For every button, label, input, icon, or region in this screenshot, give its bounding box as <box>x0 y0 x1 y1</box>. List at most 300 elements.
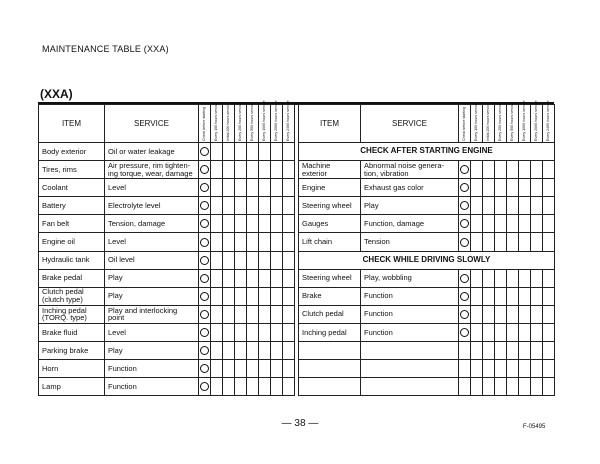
interval-header <box>519 99 531 143</box>
interval-cell <box>247 251 259 269</box>
interval-header-label: Every 2400 hours service <box>545 99 550 141</box>
interval-cell <box>483 378 495 396</box>
interval-cell <box>531 323 543 341</box>
interval-cell <box>235 143 247 161</box>
service-cell: Function <box>105 360 199 378</box>
check-circle-icon <box>200 256 209 265</box>
interval-header-label: Every 200 hours service <box>237 101 242 141</box>
interval-cell <box>199 269 211 287</box>
interval-cell <box>199 378 211 396</box>
service-cell: Play, wobbling <box>361 269 459 287</box>
item-cell: Clutch pedal (clutch type) <box>39 287 105 305</box>
interval-cell <box>223 287 235 305</box>
table-row <box>299 305 555 323</box>
interval-header-label: Every 100 hours service <box>213 101 218 141</box>
table-row <box>299 323 555 341</box>
interval-cell <box>495 233 507 251</box>
interval-cell <box>459 305 471 323</box>
interval-cell <box>507 215 519 233</box>
interval-cell <box>459 215 471 233</box>
interval-cell <box>507 233 519 251</box>
interval-cell <box>259 233 271 251</box>
check-circle-icon <box>460 219 469 228</box>
table-row <box>299 197 555 215</box>
interval-cell <box>483 360 495 378</box>
interval-cell <box>471 233 483 251</box>
interval-header <box>471 101 483 143</box>
page-number: — 38 — <box>281 418 319 429</box>
interval-cell <box>459 197 471 215</box>
interval-cell <box>271 179 283 197</box>
interval-cell <box>271 378 283 396</box>
interval-cell <box>283 360 295 378</box>
interval-cell <box>235 179 247 197</box>
interval-cell <box>495 287 507 305</box>
interval-cell <box>459 360 471 378</box>
interval-cell <box>223 179 235 197</box>
interval-cell <box>271 215 283 233</box>
interval-cell <box>543 342 555 360</box>
interval-header <box>543 99 555 143</box>
interval-cell <box>507 269 519 287</box>
interval-cell <box>259 197 271 215</box>
interval-cell <box>223 143 235 161</box>
section-row <box>299 143 555 161</box>
table-row <box>39 215 295 233</box>
interval-cell <box>259 378 271 396</box>
interval-header <box>507 101 519 143</box>
service-cell: Air pressure, rim tighten-ing torque, wear, damage <box>105 161 199 179</box>
item-cell: Parking brake <box>39 342 105 360</box>
document-code: F-05495 <box>523 424 546 430</box>
service-cell: Function <box>105 378 199 396</box>
service-cell: Play <box>105 269 199 287</box>
interval-cell <box>259 360 271 378</box>
interval-cell <box>247 179 259 197</box>
interval-header <box>247 101 259 143</box>
interval-cell <box>531 305 543 323</box>
interval-cell <box>531 161 543 179</box>
check-circle-icon <box>460 238 469 247</box>
table-row <box>39 233 295 251</box>
interval-cell <box>223 360 235 378</box>
interval-cell <box>259 251 271 269</box>
interval-cell <box>531 360 543 378</box>
interval-cell <box>271 143 283 161</box>
interval-cell <box>199 161 211 179</box>
service-cell: Function, damage <box>361 215 459 233</box>
table-row <box>39 378 295 396</box>
check-circle-icon <box>200 201 209 210</box>
interval-cell <box>235 197 247 215</box>
interval-cell <box>283 197 295 215</box>
interval-cell <box>199 305 211 323</box>
interval-cell <box>211 342 223 360</box>
item-cell <box>299 378 361 396</box>
interval-cell <box>531 179 543 197</box>
interval-cell <box>483 179 495 197</box>
interval-cell <box>495 342 507 360</box>
interval-cell <box>235 269 247 287</box>
interval-cell <box>483 287 495 305</box>
interval-cell <box>531 342 543 360</box>
item-cell: Lamp <box>39 378 105 396</box>
interval-cell <box>543 287 555 305</box>
interval-cell <box>471 305 483 323</box>
check-circle-icon <box>460 292 469 301</box>
interval-header <box>531 99 543 143</box>
interval-cell <box>283 161 295 179</box>
interval-cell <box>507 161 519 179</box>
interval-cell <box>519 305 531 323</box>
interval-header-label: Every 200 hours service <box>497 101 502 141</box>
interval-cell <box>235 305 247 323</box>
interval-header <box>259 99 271 143</box>
service-cell: Abnormal noise genera-tion, vibration <box>361 161 459 179</box>
item-cell: Tires, rims <box>39 161 105 179</box>
interval-cell <box>495 161 507 179</box>
interval-cell <box>507 197 519 215</box>
interval-cell <box>471 378 483 396</box>
interval-cell <box>259 305 271 323</box>
interval-cell <box>531 197 543 215</box>
service-cell <box>361 342 459 360</box>
interval-cell <box>471 215 483 233</box>
check-circle-icon <box>460 274 469 283</box>
interval-cell <box>531 378 543 396</box>
interval-cell <box>507 360 519 378</box>
check-circle-icon <box>460 328 469 337</box>
table-row <box>299 378 555 396</box>
check-circle-icon <box>200 219 209 228</box>
service-cell: Function <box>361 323 459 341</box>
table-row <box>39 287 295 305</box>
service-cell: Play and interlocking point <box>105 305 199 323</box>
interval-cell <box>483 342 495 360</box>
table-row <box>39 179 295 197</box>
interval-cell <box>543 305 555 323</box>
interval-cell <box>271 360 283 378</box>
interval-cell <box>495 179 507 197</box>
check-circle-icon <box>200 147 209 156</box>
interval-cell <box>235 342 247 360</box>
interval-cell <box>507 287 519 305</box>
item-cell: Clutch pedal <box>299 305 361 323</box>
check-circle-icon <box>200 183 209 192</box>
interval-cell <box>223 323 235 341</box>
interval-cell <box>283 269 295 287</box>
service-cell: Oil level <box>105 251 199 269</box>
interval-cell <box>211 305 223 323</box>
interval-header-label: Every 500 hours service <box>509 101 514 141</box>
interval-cell <box>459 287 471 305</box>
interval-cell <box>211 161 223 179</box>
interval-cell <box>271 269 283 287</box>
table-row <box>39 161 295 179</box>
interval-cell <box>507 342 519 360</box>
maintenance-table-left <box>38 99 295 396</box>
interval-cell <box>271 287 283 305</box>
interval-cell <box>247 215 259 233</box>
item-cell: Hydraulic tank <box>39 251 105 269</box>
interval-cell <box>519 215 531 233</box>
interval-cell <box>531 215 543 233</box>
interval-cell <box>283 233 295 251</box>
check-circle-icon <box>460 183 469 192</box>
interval-cell <box>211 233 223 251</box>
table-row <box>39 269 295 287</box>
interval-cell <box>235 378 247 396</box>
table-row <box>299 287 555 305</box>
interval-cell <box>495 269 507 287</box>
service-cell <box>361 360 459 378</box>
check-circle-icon <box>200 346 209 355</box>
section-row <box>299 251 555 269</box>
interval-cell <box>271 251 283 269</box>
item-cell: Machine exterior <box>299 161 361 179</box>
interval-cell <box>519 197 531 215</box>
interval-cell <box>531 269 543 287</box>
interval-cell <box>519 179 531 197</box>
interval-cell <box>199 197 211 215</box>
interval-header <box>271 99 283 143</box>
item-cell: Coolant <box>39 179 105 197</box>
interval-cell <box>519 360 531 378</box>
interval-header-label: Initial 200 hours service <box>225 102 230 141</box>
interval-cell <box>519 323 531 341</box>
check-circle-icon <box>200 238 209 247</box>
interval-cell <box>283 287 295 305</box>
interval-cell <box>247 269 259 287</box>
interval-cell <box>211 251 223 269</box>
interval-cell <box>459 378 471 396</box>
item-cell: Fan belt <box>39 215 105 233</box>
interval-header-label: Every 1000 hours service <box>261 99 266 141</box>
interval-cell <box>223 215 235 233</box>
service-cell: Oil or water leakage <box>105 143 199 161</box>
interval-cell <box>247 360 259 378</box>
interval-cell <box>483 161 495 179</box>
item-cell <box>299 360 361 378</box>
interval-cell <box>283 378 295 396</box>
interval-cell <box>471 342 483 360</box>
service-header: SERVICE <box>361 105 459 143</box>
interval-cell <box>483 323 495 341</box>
interval-cell <box>283 215 295 233</box>
interval-cell <box>459 161 471 179</box>
interval-cell <box>223 251 235 269</box>
item-cell: Engine oil <box>39 233 105 251</box>
interval-cell <box>495 378 507 396</box>
interval-cell <box>283 143 295 161</box>
interval-cell <box>235 323 247 341</box>
interval-cell <box>247 161 259 179</box>
check-circle-icon <box>200 292 209 301</box>
interval-cell <box>495 215 507 233</box>
interval-cell <box>519 287 531 305</box>
interval-cell <box>459 233 471 251</box>
page-heading: MAINTENANCE TABLE (XXA) <box>42 44 169 54</box>
service-cell: Exhaust gas color <box>361 179 459 197</box>
interval-header-label: Check before starting <box>201 106 206 141</box>
interval-cell <box>259 215 271 233</box>
interval-cell <box>543 233 555 251</box>
item-cell: Gauges <box>299 215 361 233</box>
check-circle-icon <box>200 328 209 337</box>
interval-cell <box>235 287 247 305</box>
interval-header <box>211 101 223 143</box>
interval-cell <box>483 305 495 323</box>
interval-cell <box>483 197 495 215</box>
check-circle-icon <box>200 165 209 174</box>
item-cell: Lift chain <box>299 233 361 251</box>
item-header: ITEM <box>39 105 105 143</box>
interval-cell <box>211 215 223 233</box>
interval-cell <box>259 287 271 305</box>
item-cell: Body exterior <box>39 143 105 161</box>
item-cell: Battery <box>39 197 105 215</box>
interval-cell <box>495 360 507 378</box>
check-circle-icon <box>200 382 209 391</box>
table-row <box>39 305 295 323</box>
interval-cell <box>259 143 271 161</box>
interval-header-label: Initial 200 hours service <box>485 102 490 141</box>
interval-cell <box>211 269 223 287</box>
interval-cell <box>283 342 295 360</box>
interval-cell <box>211 197 223 215</box>
service-cell: Level <box>105 323 199 341</box>
interval-cell <box>471 179 483 197</box>
interval-cell <box>211 143 223 161</box>
interval-cell <box>531 233 543 251</box>
interval-cell <box>283 251 295 269</box>
interval-cell <box>543 215 555 233</box>
interval-cell <box>199 143 211 161</box>
table-row <box>39 251 295 269</box>
interval-cell <box>211 323 223 341</box>
item-cell: Steering wheel <box>299 269 361 287</box>
service-cell: Level <box>105 179 199 197</box>
interval-cell <box>211 360 223 378</box>
interval-cell <box>199 179 211 197</box>
interval-cell <box>247 323 259 341</box>
interval-cell <box>507 323 519 341</box>
interval-cell <box>271 305 283 323</box>
interval-cell <box>471 269 483 287</box>
interval-cell <box>471 197 483 215</box>
interval-cell <box>495 323 507 341</box>
table-row <box>299 360 555 378</box>
table-row <box>299 179 555 197</box>
interval-cell <box>495 305 507 323</box>
interval-cell <box>247 342 259 360</box>
interval-cell <box>223 269 235 287</box>
service-cell: Tension <box>361 233 459 251</box>
interval-cell <box>235 251 247 269</box>
interval-cell <box>235 215 247 233</box>
interval-cell <box>235 161 247 179</box>
table-row <box>39 197 295 215</box>
table-row <box>39 323 295 341</box>
interval-cell <box>223 378 235 396</box>
section-heading: CHECK AFTER STARTING ENGINE <box>299 143 555 161</box>
interval-cell <box>459 342 471 360</box>
interval-cell <box>483 215 495 233</box>
interval-header-label: Every 100 hours service <box>473 101 478 141</box>
interval-cell <box>543 197 555 215</box>
check-circle-icon <box>200 310 209 319</box>
interval-cell <box>543 161 555 179</box>
check-circle-icon <box>460 310 469 319</box>
interval-cell <box>199 360 211 378</box>
service-cell: Level <box>105 233 199 251</box>
item-cell: Steering wheel <box>299 197 361 215</box>
service-cell: Electrolyte level <box>105 197 199 215</box>
interval-cell <box>507 179 519 197</box>
interval-cell <box>459 179 471 197</box>
service-cell: Play <box>105 342 199 360</box>
interval-cell <box>259 179 271 197</box>
interval-cell <box>543 323 555 341</box>
check-circle-icon <box>200 364 209 373</box>
service-cell: Play <box>361 197 459 215</box>
interval-cell <box>531 287 543 305</box>
interval-cell <box>519 233 531 251</box>
interval-cell <box>471 323 483 341</box>
interval-header <box>495 101 507 143</box>
interval-cell <box>211 179 223 197</box>
interval-cell <box>495 197 507 215</box>
interval-cell <box>247 197 259 215</box>
interval-cell <box>471 360 483 378</box>
maintenance-table-right <box>298 99 555 396</box>
interval-header <box>483 102 495 143</box>
interval-cell <box>271 342 283 360</box>
interval-cell <box>223 233 235 251</box>
interval-cell <box>259 269 271 287</box>
interval-header-label: Every 2400 hours service <box>285 99 290 141</box>
interval-cell <box>247 287 259 305</box>
interval-cell <box>247 233 259 251</box>
interval-cell <box>519 269 531 287</box>
interval-cell <box>483 269 495 287</box>
item-header: ITEM <box>299 105 361 143</box>
table-row <box>299 342 555 360</box>
check-circle-icon <box>460 165 469 174</box>
interval-cell <box>543 360 555 378</box>
item-cell: Brake <box>299 287 361 305</box>
service-cell: Function <box>361 287 459 305</box>
interval-cell <box>271 197 283 215</box>
interval-cell <box>223 161 235 179</box>
table-row <box>299 269 555 287</box>
interval-cell <box>211 378 223 396</box>
check-circle-icon <box>460 201 469 210</box>
interval-header <box>223 102 235 143</box>
item-cell: Brake fluid <box>39 323 105 341</box>
interval-cell <box>247 143 259 161</box>
interval-cell <box>259 342 271 360</box>
interval-cell <box>271 161 283 179</box>
item-cell: Brake pedal <box>39 269 105 287</box>
service-cell: Play <box>105 287 199 305</box>
interval-cell <box>507 378 519 396</box>
interval-cell <box>471 287 483 305</box>
interval-cell <box>223 342 235 360</box>
item-cell: Horn <box>39 360 105 378</box>
interval-cell <box>199 323 211 341</box>
item-cell: Engine <box>299 179 361 197</box>
